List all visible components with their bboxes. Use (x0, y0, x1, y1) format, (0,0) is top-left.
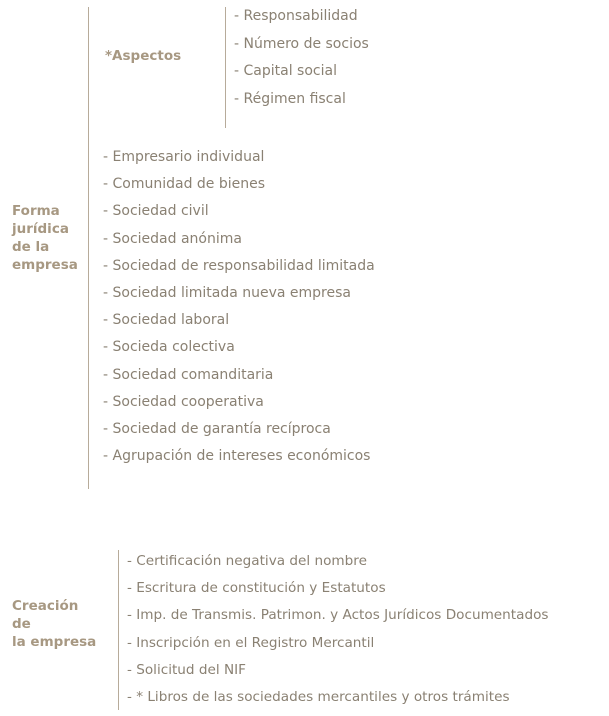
list-item: - Sociedad civil (103, 203, 209, 220)
heading-line: Forma (12, 203, 60, 219)
heading-line: empresa (12, 257, 78, 273)
list-item: - Régimen fiscal (234, 90, 346, 107)
list-item: - Sociedad anónima (103, 230, 242, 247)
aspectos-heading: *Aspectos (105, 48, 182, 64)
heading-line: la empresa (12, 634, 97, 650)
forma-juridica-list (103, 144, 375, 470)
list-item: - Número de socios (234, 35, 369, 52)
list-item: - Capital social (234, 63, 337, 79)
heading-line: de la (12, 239, 50, 255)
list-item: - Inscripción en el Registro Mercantil (127, 634, 375, 651)
list-item: - Sociedad limitada nueva empresa (103, 284, 351, 301)
list-item: - Responsabilidad (234, 8, 358, 24)
list-item: - Empresario individual (103, 149, 265, 165)
heading-line: de (12, 616, 31, 632)
list-item: - Certificación negativa del nombre (127, 553, 367, 569)
aspectos-bracket-line (225, 7, 226, 128)
list-item: - Sociedad de garantía recíproca (103, 420, 331, 437)
list-item: - Imp. de Transmis. Patrimon. y Actos Jurídicos Documentados (127, 607, 549, 624)
creacion-heading (12, 597, 96, 651)
list-item: - Sociedad laboral (103, 312, 230, 329)
heading-line: jurídica (12, 221, 69, 237)
list-item: - Socieda colectiva (103, 339, 235, 356)
list-item: - Agrupación de intereses económicos (103, 448, 371, 465)
list-item: - Comunidad de bienes (103, 176, 266, 193)
list-item: - Sociedad comanditaria (103, 366, 274, 383)
heading-line: Creación (12, 598, 79, 614)
list-item: - Escritura de constitución y Estatutos (127, 580, 386, 597)
list-item: - * Libros de las sociedades mercantiles y otros trámites (127, 688, 510, 705)
forma-bracket-line (88, 7, 89, 489)
creacion-list (127, 548, 548, 711)
list-item: - Sociedad cooperativa (103, 393, 264, 410)
creacion-bracket-line (118, 550, 119, 710)
list-item: - Sociedad de responsabilidad limitada (103, 257, 375, 274)
list-item: - Solicitud del NIF (127, 661, 246, 678)
aspectos-list (234, 3, 369, 113)
forma-juridica-heading (12, 202, 78, 274)
